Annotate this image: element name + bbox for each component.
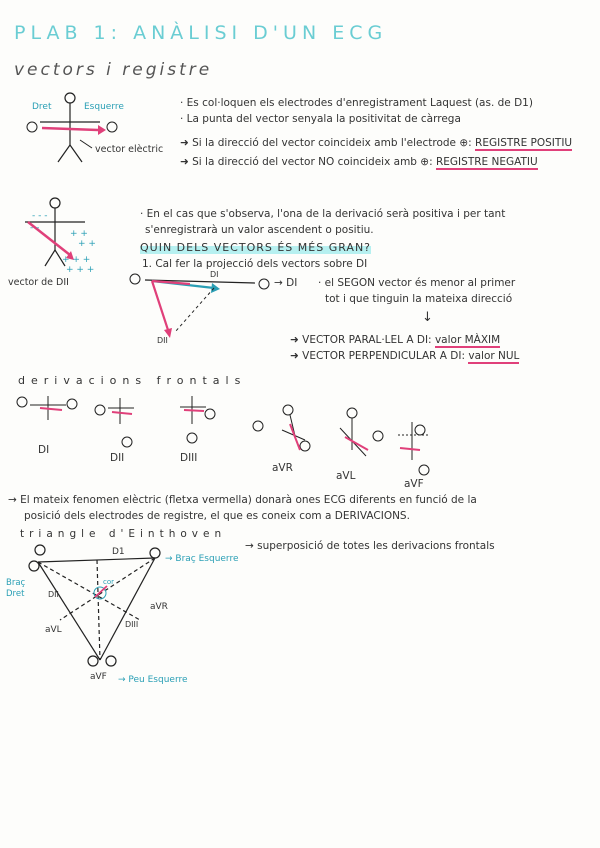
sec2-note-1: · el SEGON vector és menor al primer <box>318 277 516 289</box>
tri-avf: aVF <box>90 672 107 682</box>
svg-text:- -: - - <box>30 223 40 233</box>
tri-dii: DII <box>48 590 59 599</box>
sec2-note-2: tot i que tinguin la mateixa direcció <box>325 293 513 305</box>
sec2-line-2: s'enregistrarà un valor ascendent o positiu. <box>145 224 374 236</box>
tri-bras-esquerre: → Braç Esquerre <box>165 554 239 564</box>
einthoven-triangle <box>29 545 160 666</box>
sec1-arrow-1: ➜ Si la direcció del vector coincideix amb l'electrode ⊕: REGISTRE POSITIU <box>180 137 573 149</box>
sec2-question: QUIN DELS VECTORS ÉS MÉS GRAN? <box>140 241 372 254</box>
down-arrow: ↓ <box>422 310 433 325</box>
label-vector: vector elèctric <box>95 144 164 155</box>
sec2-step1: 1. Cal fer la projecció dels vectors sobre DI <box>142 258 368 270</box>
result-2: ➜ VECTOR PERPENDICULAR A DI: valor NUL <box>290 350 520 362</box>
tri-avr: aVR <box>150 602 168 612</box>
svg-text:+ + +: + + + <box>66 265 95 275</box>
sec1-line-2: · La punta del vector senyala la positivitat de càrrega <box>180 113 461 125</box>
vector-arrow-1 <box>42 128 98 130</box>
tri-diii: DIII <box>125 620 139 629</box>
deriv-label-avl: aVL <box>336 470 356 482</box>
sec3-text-1: → El mateix fenomen elèctric (fletxa vermella) donarà ones ECG diferents en funció de la <box>8 494 477 506</box>
label-dii: DII <box>157 336 168 345</box>
tri-avl: aVL <box>45 625 62 635</box>
deriv-label-dii: DII <box>110 452 125 464</box>
tri-cor: cor <box>103 578 115 586</box>
triangle-desc: → superposició de totes les derivacions frontals <box>245 540 495 552</box>
result-1: ➜ VECTOR PARAL·LEL A DI: valor MÀXIM <box>290 334 501 346</box>
tri-bras-dret: Braç Dret <box>6 578 26 599</box>
deriv-label-avr: aVR <box>272 462 293 474</box>
triangle-title: triangle d'Einthoven <box>20 528 227 540</box>
deriv-label-avf: aVF <box>404 478 424 490</box>
page-title: PLAB 1: ANÀLISI D'UN ECG <box>14 22 388 44</box>
sec1-arrow-2: ➜ Si la direcció del vector NO coincideix amb ⊕: REGISTRE NEGATIU <box>180 156 538 168</box>
tri-peu-esquerre: → Peu Esquerre <box>118 675 188 685</box>
sec3-heading: derivacions frontals <box>18 374 247 387</box>
label-vector-dii: vector de DII <box>8 277 69 288</box>
page-subtitle: vectors i registre <box>14 60 213 80</box>
label-dret: Dret <box>32 102 52 112</box>
arrow-di: → DI <box>274 277 298 289</box>
sec1-line-1: · Es col·loquen els electrodes d'enregistrament Laquest (as. de D1) <box>180 97 533 109</box>
sec3-text-2: posició dels electrodes de registre, el que es coneix com a DERIVACIONS. <box>24 510 410 522</box>
tri-d1: D1 <box>112 547 125 557</box>
svg-text:+ +: + + <box>78 239 96 249</box>
svg-text:+ +: + + <box>70 229 88 239</box>
label-esquerre: Esquerre <box>84 102 124 112</box>
svg-text:+ + +: + + + <box>62 255 91 265</box>
deriv-label-diii: DIII <box>180 452 198 464</box>
deriv-label-di: DI <box>38 444 50 456</box>
svg-text:- - -: - - - <box>32 211 48 221</box>
sec2-line-1: · En el cas que s'observa, l'ona de la derivació serà positiva i per tant <box>140 208 506 220</box>
label-di: DI <box>210 270 219 279</box>
